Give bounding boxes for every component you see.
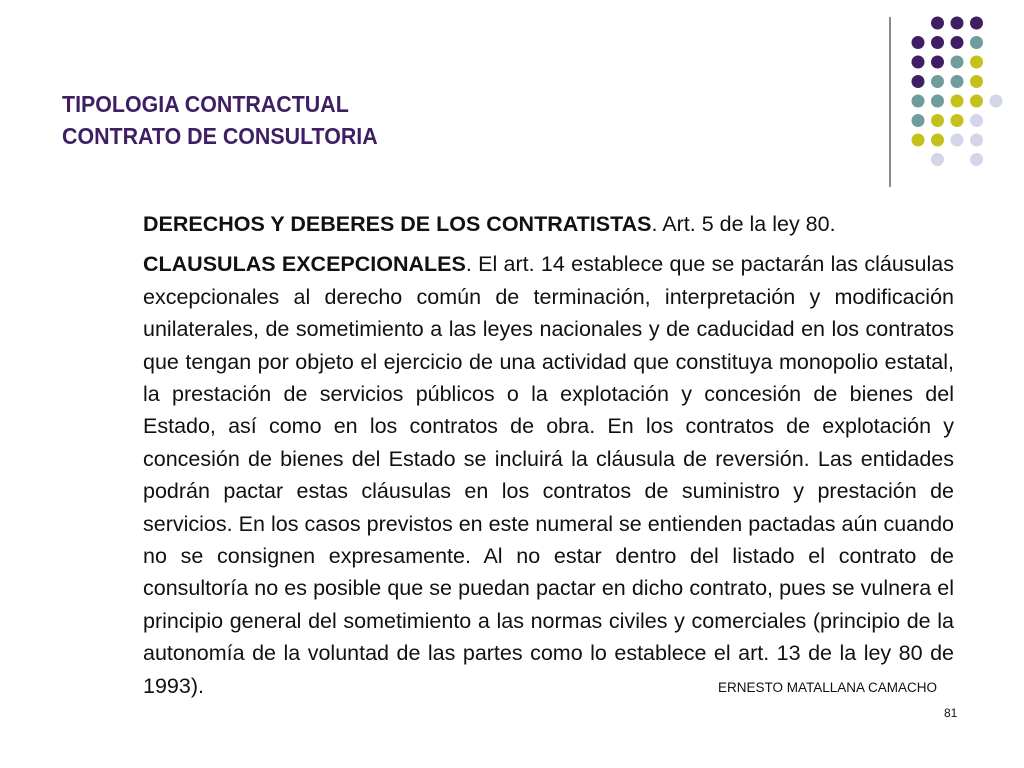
decorative-dot [912,95,925,108]
decorative-dot [931,114,944,127]
decorative-dot [931,153,944,166]
paragraph-text: . Art. 5 de la ley 80. [651,212,836,236]
decorative-dot [931,56,944,69]
decorative-dot [951,17,964,30]
decorative-dot [970,75,983,88]
decorative-dot [990,95,1003,108]
decorative-dot [931,36,944,49]
title-line-1: TIPOLOGIA CONTRACTUAL [62,91,349,117]
decorative-dot [912,134,925,147]
paragraph-exceptional-clauses [143,248,954,702]
slide-body [143,208,954,702]
title-line-2: CONTRATO DE CONSULTORIA [62,123,378,149]
decorative-dot [970,17,983,30]
decorative-dot [912,56,925,69]
paragraph-heading: CLAUSULAS EXCEPCIONALES [143,252,466,277]
vertical-divider [889,17,891,187]
decorative-dot [931,95,944,108]
decorative-dot [951,75,964,88]
decorative-dot [931,75,944,88]
decorative-dot [951,114,964,127]
decorative-dot [931,134,944,147]
decorative-dot [931,17,944,30]
decorative-dot [951,95,964,108]
paragraph-rights-duties [143,208,954,240]
decorative-dot [970,36,983,49]
decorative-dot [912,36,925,49]
decorative-dot [970,153,983,166]
decorative-dot-grid [0,0,1024,200]
decorative-dot [912,114,925,127]
decorative-dot [970,134,983,147]
author-name: ERNESTO MATALLANA CAMACHO [718,680,938,695]
decorative-dot [951,134,964,147]
paragraph-heading: DERECHOS Y DEBERES DE LOS CONTRATISTAS [143,212,652,236]
page-number: 81 [944,706,958,720]
decorative-dot [970,56,983,69]
decorative-dot [951,56,964,69]
paragraph-text: . El art. 14 establece que se pactarán las cláusulas excepcionales al derecho común de terminación, interpretación y modificación unilaterales, de sometimiento a las leyes nacionales y de caducidad en los contratos que tengan por objeto el ejercicio de una actividad que constituya monopolio estatal, la prestación de servicios públicos o la explotación y concesión de bienes del Estado, así como en los contratos de obra. En los contratos de explotación y concesión de bienes del Estado se incluirá la cláusula de reversión. Las entidades podrán pactar estas cláusulas en los contratos de suministro y prestación de servicios. En los casos previstos en este numeral se entienden pactadas aún cuando no se consignen expresamente. Al no estar dentro del listado el contrato de consultoría no es posible que se puedan pactar en dicho contrato, pues se vulnera el principio general del sometimiento a las normas civiles y comerciales (principio de la autonomía de la voluntad de las partes como lo establece el art. 13 de la ley 80 de 1993). [143,252,954,698]
decorative-dot [951,36,964,49]
decorative-dot [912,75,925,88]
decorative-dot [970,114,983,127]
decorative-dot [970,95,983,108]
